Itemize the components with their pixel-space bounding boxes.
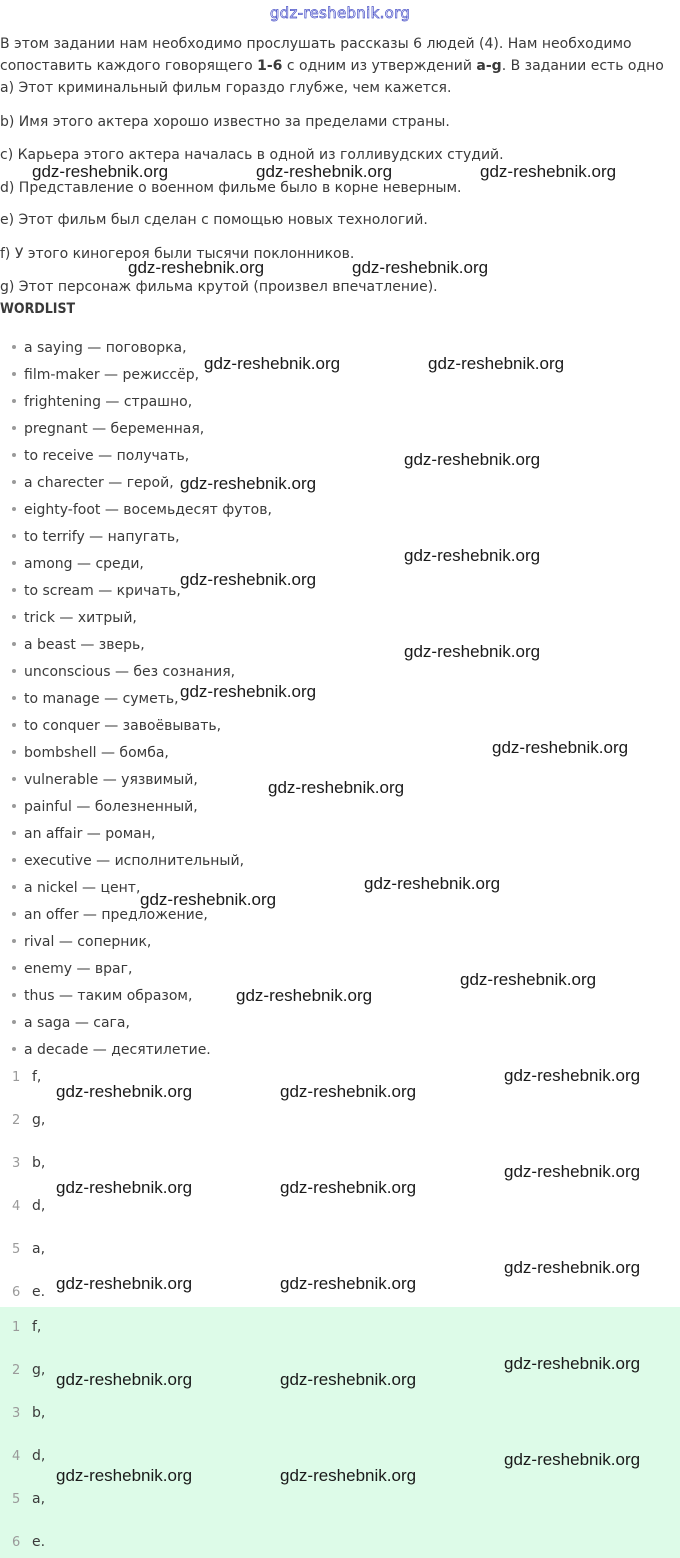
bullet-icon [12, 804, 16, 808]
wordlist-item [12, 446, 189, 466]
wordlist-item-text: to receive — получать, [24, 448, 190, 464]
answer-letter: a, [32, 1241, 46, 1257]
bullet-icon [12, 669, 16, 673]
statement-a: a) Этот криминальный фильм гораздо глубже, чем кажется. [0, 80, 452, 96]
watermark: gdz-reshebnik.org [504, 1162, 641, 1181]
wordlist-item [12, 959, 132, 979]
answer-row [12, 1239, 45, 1260]
highlighted-answer-row [12, 1446, 45, 1467]
bullet-icon [12, 723, 16, 727]
wordlist-item [12, 473, 174, 493]
watermark: gdz-reshebnik.org [504, 1450, 641, 1469]
watermark: gdz-reshebnik.org [280, 1082, 417, 1101]
wordlist-item-text: frightening — страшно, [24, 394, 193, 410]
bullet-icon [12, 642, 16, 646]
watermark: gdz-reshebnik.org [492, 738, 629, 757]
wordlist-item-text: a saga — сага, [24, 1015, 130, 1031]
answer-letter: e. [32, 1284, 46, 1300]
watermark: gdz-reshebnik.org [504, 1354, 641, 1373]
watermark: gdz-reshebnik.org [32, 162, 169, 181]
highlighted-answer-row [12, 1489, 45, 1510]
intro-line-2 [0, 55, 678, 73]
wordlist-item-text: executive — исполнительный, [24, 853, 245, 869]
bullet-icon [12, 561, 16, 565]
watermark: gdz-reshebnik.org [280, 1370, 417, 1389]
wordlist-item-text: to scream — кричать, [24, 583, 181, 599]
intro-line-2-part: . В задании есть одно [501, 58, 664, 73]
watermark: gdz-reshebnik.org [56, 1370, 193, 1389]
answer-row [12, 1153, 45, 1174]
answer-letter: a, [32, 1491, 46, 1507]
wordlist-item-text: among — среди, [24, 556, 144, 572]
wordlist-item [12, 662, 235, 682]
wordlist-item-text: bombshell — бомба, [24, 745, 169, 761]
wordlist-item [12, 1040, 211, 1060]
wordlist-item [12, 635, 145, 655]
answer-number: 3 [12, 1156, 21, 1171]
answer-number: 3 [12, 1406, 21, 1421]
watermark: gdz-reshebnik.org [280, 1466, 417, 1485]
answer-number: 2 [12, 1113, 21, 1128]
site-header [0, 0, 680, 26]
wordlist-item [12, 392, 192, 412]
bullet-icon [12, 399, 16, 403]
wordlist-item [12, 797, 198, 817]
wordlist-item [12, 851, 244, 871]
answer-letter: d, [32, 1198, 46, 1214]
bullet-icon [12, 615, 16, 619]
wordlist-item-text: to terrify — напугать, [24, 529, 180, 545]
bullet-icon [12, 372, 16, 376]
highlighted-answer-block [0, 1307, 680, 1558]
bullet-icon [12, 912, 16, 916]
wordlist-item-text: to conquer — завоёвывать, [24, 718, 222, 734]
wordlist-item [12, 743, 169, 763]
answer-number: 2 [12, 1363, 21, 1378]
answer-number: 4 [12, 1449, 21, 1464]
watermark: gdz-reshebnik.org [404, 642, 541, 661]
wordlist-item [12, 1013, 130, 1033]
watermark: gdz-reshebnik.org [56, 1082, 193, 1101]
wordlist-item-text: trick — хитрый, [24, 610, 137, 626]
bullet-icon [12, 777, 16, 781]
wordlist-item-text: thus — таким образом, [24, 988, 193, 1004]
wordlist-item-text: an offer — предложение, [24, 907, 208, 923]
wordlist-item [12, 932, 151, 952]
bullet-icon [12, 426, 16, 430]
intro-speakers-range: 1-6 [257, 58, 283, 73]
wordlist-item [12, 581, 181, 601]
watermark: gdz-reshebnik.org [504, 1066, 641, 1085]
answer-number: 1 [12, 1070, 21, 1085]
wordlist-item-text: enemy — враг, [24, 961, 133, 977]
bullet-icon [12, 750, 16, 754]
wordlist-item [12, 338, 187, 358]
answer-number: 6 [12, 1535, 21, 1550]
bullet-icon [12, 831, 16, 835]
intro-text [0, 33, 678, 73]
watermark: gdz-reshebnik.org [404, 546, 541, 565]
wordlist-item-text: film-maker — режиссёр, [24, 367, 200, 383]
highlighted-answer-row [12, 1360, 45, 1381]
highlighted-answer-row [12, 1317, 41, 1338]
statement-e: e) Этот фильм был сделан с помощью новых технологий. [0, 212, 428, 228]
watermark: gdz-reshebnik.org [364, 874, 501, 893]
answer-row [12, 1196, 45, 1217]
wordlist-item-text: unconscious — без сознания, [24, 664, 236, 680]
intro-line-2-part: с одним из утверждений [282, 58, 477, 73]
wordlist-item-text: a nickel — цент, [24, 880, 141, 896]
answer-letter: d, [32, 1448, 46, 1464]
wordlist-item [12, 986, 192, 1006]
intro-line-2-part: сопоставить каждого говорящего [0, 58, 258, 73]
bullet-icon [12, 696, 16, 700]
wordlist-item-text: a saying — поговорка, [24, 340, 187, 356]
answer-number: 4 [12, 1199, 21, 1214]
wordlist-item [12, 824, 155, 844]
wordlist-item [12, 770, 198, 790]
wordlist-item [12, 554, 144, 574]
site-title[interactable]: gdz-reshebnik.org [269, 4, 411, 22]
wordlist-item-text: a decade — десятилетие. [24, 1042, 211, 1058]
answer-number: 5 [12, 1492, 21, 1507]
highlighted-answer-row [12, 1403, 45, 1424]
watermark: gdz-reshebnik.org [56, 1466, 193, 1485]
answer-letter: f, [32, 1069, 42, 1085]
intro-line-1: В этом задании нам необходимо прослушать рассказы 6 людей (4). Нам необходимо [0, 36, 632, 52]
answer-number: 6 [12, 1285, 21, 1300]
answer-letter: b, [32, 1155, 46, 1171]
watermark: gdz-reshebnik.org [480, 162, 617, 181]
answer-row [12, 1067, 41, 1088]
bullet-icon [12, 588, 16, 592]
watermark: gdz-reshebnik.org [404, 450, 541, 469]
answer-row [12, 1110, 45, 1131]
bullet-icon [12, 480, 16, 484]
watermark: gdz-reshebnik.org [280, 1178, 417, 1197]
wordlist-item [12, 716, 221, 736]
watermark: gdz-reshebnik.org [140, 890, 277, 909]
wordlist-item [12, 878, 140, 898]
wordlist-item [12, 689, 179, 709]
watermark: gdz-reshebnik.org [56, 1274, 193, 1293]
watermark: gdz-reshebnik.org [268, 778, 405, 797]
wordlist-title: WORDLIST [0, 301, 76, 317]
watermark: gdz-reshebnik.org [180, 570, 317, 589]
wordlist-item-text: vulnerable — уязвимый, [24, 772, 198, 788]
statement-f: f) У этого киногероя были тысячи поклонников. [0, 246, 355, 262]
answer-number: 5 [12, 1242, 21, 1257]
bullet-icon [12, 1020, 16, 1024]
watermark: gdz-reshebnik.org [352, 258, 489, 277]
statement-d: d) Представление о военном фильме было в корне неверным. [0, 180, 462, 196]
watermark: gdz-reshebnik.org [428, 354, 565, 373]
answer-number: 1 [12, 1320, 21, 1335]
bullet-icon [12, 1047, 16, 1051]
wordlist-item-text: painful — болезненный, [24, 799, 198, 815]
bullet-icon [12, 507, 16, 511]
intro-statements-range: a-g [476, 58, 502, 73]
statement-b: b) Имя этого актера хорошо известно за пределами страны. [0, 114, 450, 130]
bullet-icon [12, 993, 16, 997]
wordlist-item-text: rival — соперник, [24, 934, 152, 950]
watermark: gdz-reshebnik.org [236, 986, 373, 1005]
wordlist-item-text: a beast — зверь, [24, 637, 145, 653]
wordlist-item [12, 500, 272, 520]
bullet-icon [12, 453, 16, 457]
watermark: gdz-reshebnik.org [280, 1274, 417, 1293]
wordlist-item [12, 419, 204, 439]
answer-letter: b, [32, 1405, 46, 1421]
wordlist-item-text: pregnant — беременная, [24, 421, 205, 437]
watermark: gdz-reshebnik.org [460, 970, 597, 989]
bullet-icon [12, 345, 16, 349]
wordlist-item [12, 527, 180, 547]
wordlist-item-text: an affair — роман, [24, 826, 156, 842]
watermark: gdz-reshebnik.org [180, 682, 317, 701]
answer-letter: g, [32, 1112, 46, 1128]
answer-row [12, 1282, 45, 1303]
watermark: gdz-reshebnik.org [56, 1178, 193, 1197]
watermark: gdz-reshebnik.org [180, 474, 317, 493]
watermark: gdz-reshebnik.org [128, 258, 265, 277]
bullet-icon [12, 885, 16, 889]
bullet-icon [12, 858, 16, 862]
watermark: gdz-reshebnik.org [256, 162, 393, 181]
answer-letter: e. [32, 1534, 46, 1550]
watermark: gdz-reshebnik.org [204, 354, 341, 373]
statement-g: g) Этот персонаж фильма крутой (произвел впечатление). [0, 279, 438, 295]
answer-letter: f, [32, 1319, 42, 1335]
bullet-icon [12, 534, 16, 538]
highlighted-answer-row [12, 1532, 45, 1553]
statement-c: c) Карьера этого актера началась в одной из голливудских студий. [0, 147, 504, 163]
watermark: gdz-reshebnik.org [504, 1258, 641, 1277]
wordlist-item [12, 608, 137, 628]
bullet-icon [12, 939, 16, 943]
wordlist-item-text: eighty-foot — восемьдесят футов, [24, 502, 272, 518]
wordlist-item-text: to manage — суметь, [24, 691, 179, 707]
wordlist-item [12, 365, 199, 385]
bullet-icon [12, 966, 16, 970]
wordlist-item-text: a charecter — герой, [24, 475, 174, 491]
answer-letter: g, [32, 1362, 46, 1378]
